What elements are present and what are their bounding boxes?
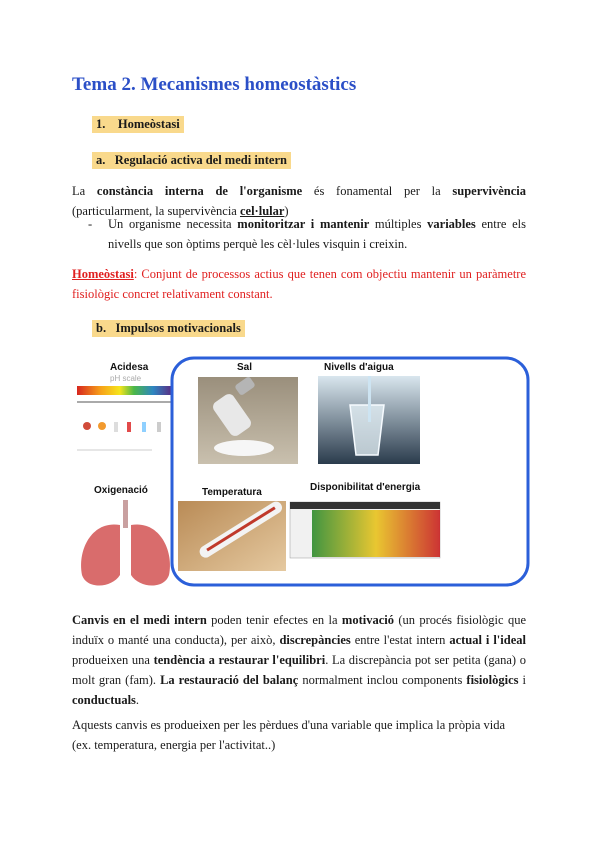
temperature-panel — [178, 487, 286, 571]
label-temperatura: Temperatura — [202, 487, 262, 498]
heading-number: a. — [96, 153, 106, 167]
definition-term: Homeòstasi — [72, 267, 134, 281]
heading-text: Homeòstasi — [117, 117, 180, 131]
left-lung-icon — [81, 524, 120, 585]
motivational-figure — [72, 350, 532, 595]
label-sal: Sal — [237, 362, 253, 373]
heading-number: 1. — [96, 117, 106, 131]
label-disponibilitat-energia: Disponibilitat d'energia — [310, 482, 421, 493]
heading-homeostasi — [92, 115, 184, 133]
label-nivells-aigua: Nivells d'aigua — [324, 362, 394, 373]
energy-panel — [290, 482, 440, 568]
right-lung-icon — [131, 524, 170, 585]
heading-number: b. — [96, 321, 107, 335]
paragraph-constancia: La constància interna de l'organisme és fonamental per la supervivència (particularment, la supervivència cel·lular) — [72, 184, 526, 218]
label-ph-scale: pH scale — [110, 374, 142, 383]
heading-text: Impulsos motivacionals — [115, 321, 241, 335]
ph-panel — [77, 362, 172, 450]
paragraph-canvis: Canvis en el medi intern poden tenir efectes en la motivació (un procés fisiològic que induïx o manté una conducta), per això, discrepàncies entre l'estat intern actual i l'ideal produeixen una tendència a restaurar l'equilibri. La discrepància pot ser petita (gana) o molt gran (fam). La restauració del balanç normalment inclou components fisiològics i conductuals. — [72, 613, 527, 707]
label-oxigenacio: Oxigenació — [94, 485, 148, 496]
salt-panel — [198, 362, 298, 464]
trachea-icon — [123, 500, 128, 528]
ph-scale-bar — [77, 386, 172, 395]
heading-regulacio — [92, 151, 291, 169]
water-panel — [318, 362, 420, 464]
paragraph-aquests-canvis: Aquests canvis es produeixen per les pèrdues d'una variable que implica la pròpia vida (ex. temperatura, energia per l'activitat..) — [72, 718, 506, 752]
bullet-item: - Un organisme necessita monitoritzar i mantenir múltiples variables entre els nivells que son òptims perquè les cèl·lules visquin i creixin. — [88, 217, 527, 251]
page-title: Tema 2. Mecanismes homeostàstics — [72, 74, 357, 95]
heading-text: Regulació activa del medi intern — [114, 153, 287, 167]
definition-homeostasi: Homeòstasi: Conjunt de processos actius que tenen com objectiu mantenir un paràmetre fisiològic concret relativament constant. — [72, 267, 526, 301]
label-acidesa: Acidesa — [110, 362, 149, 373]
lungs-panel — [81, 485, 170, 586]
heading-impulsos — [92, 319, 245, 337]
